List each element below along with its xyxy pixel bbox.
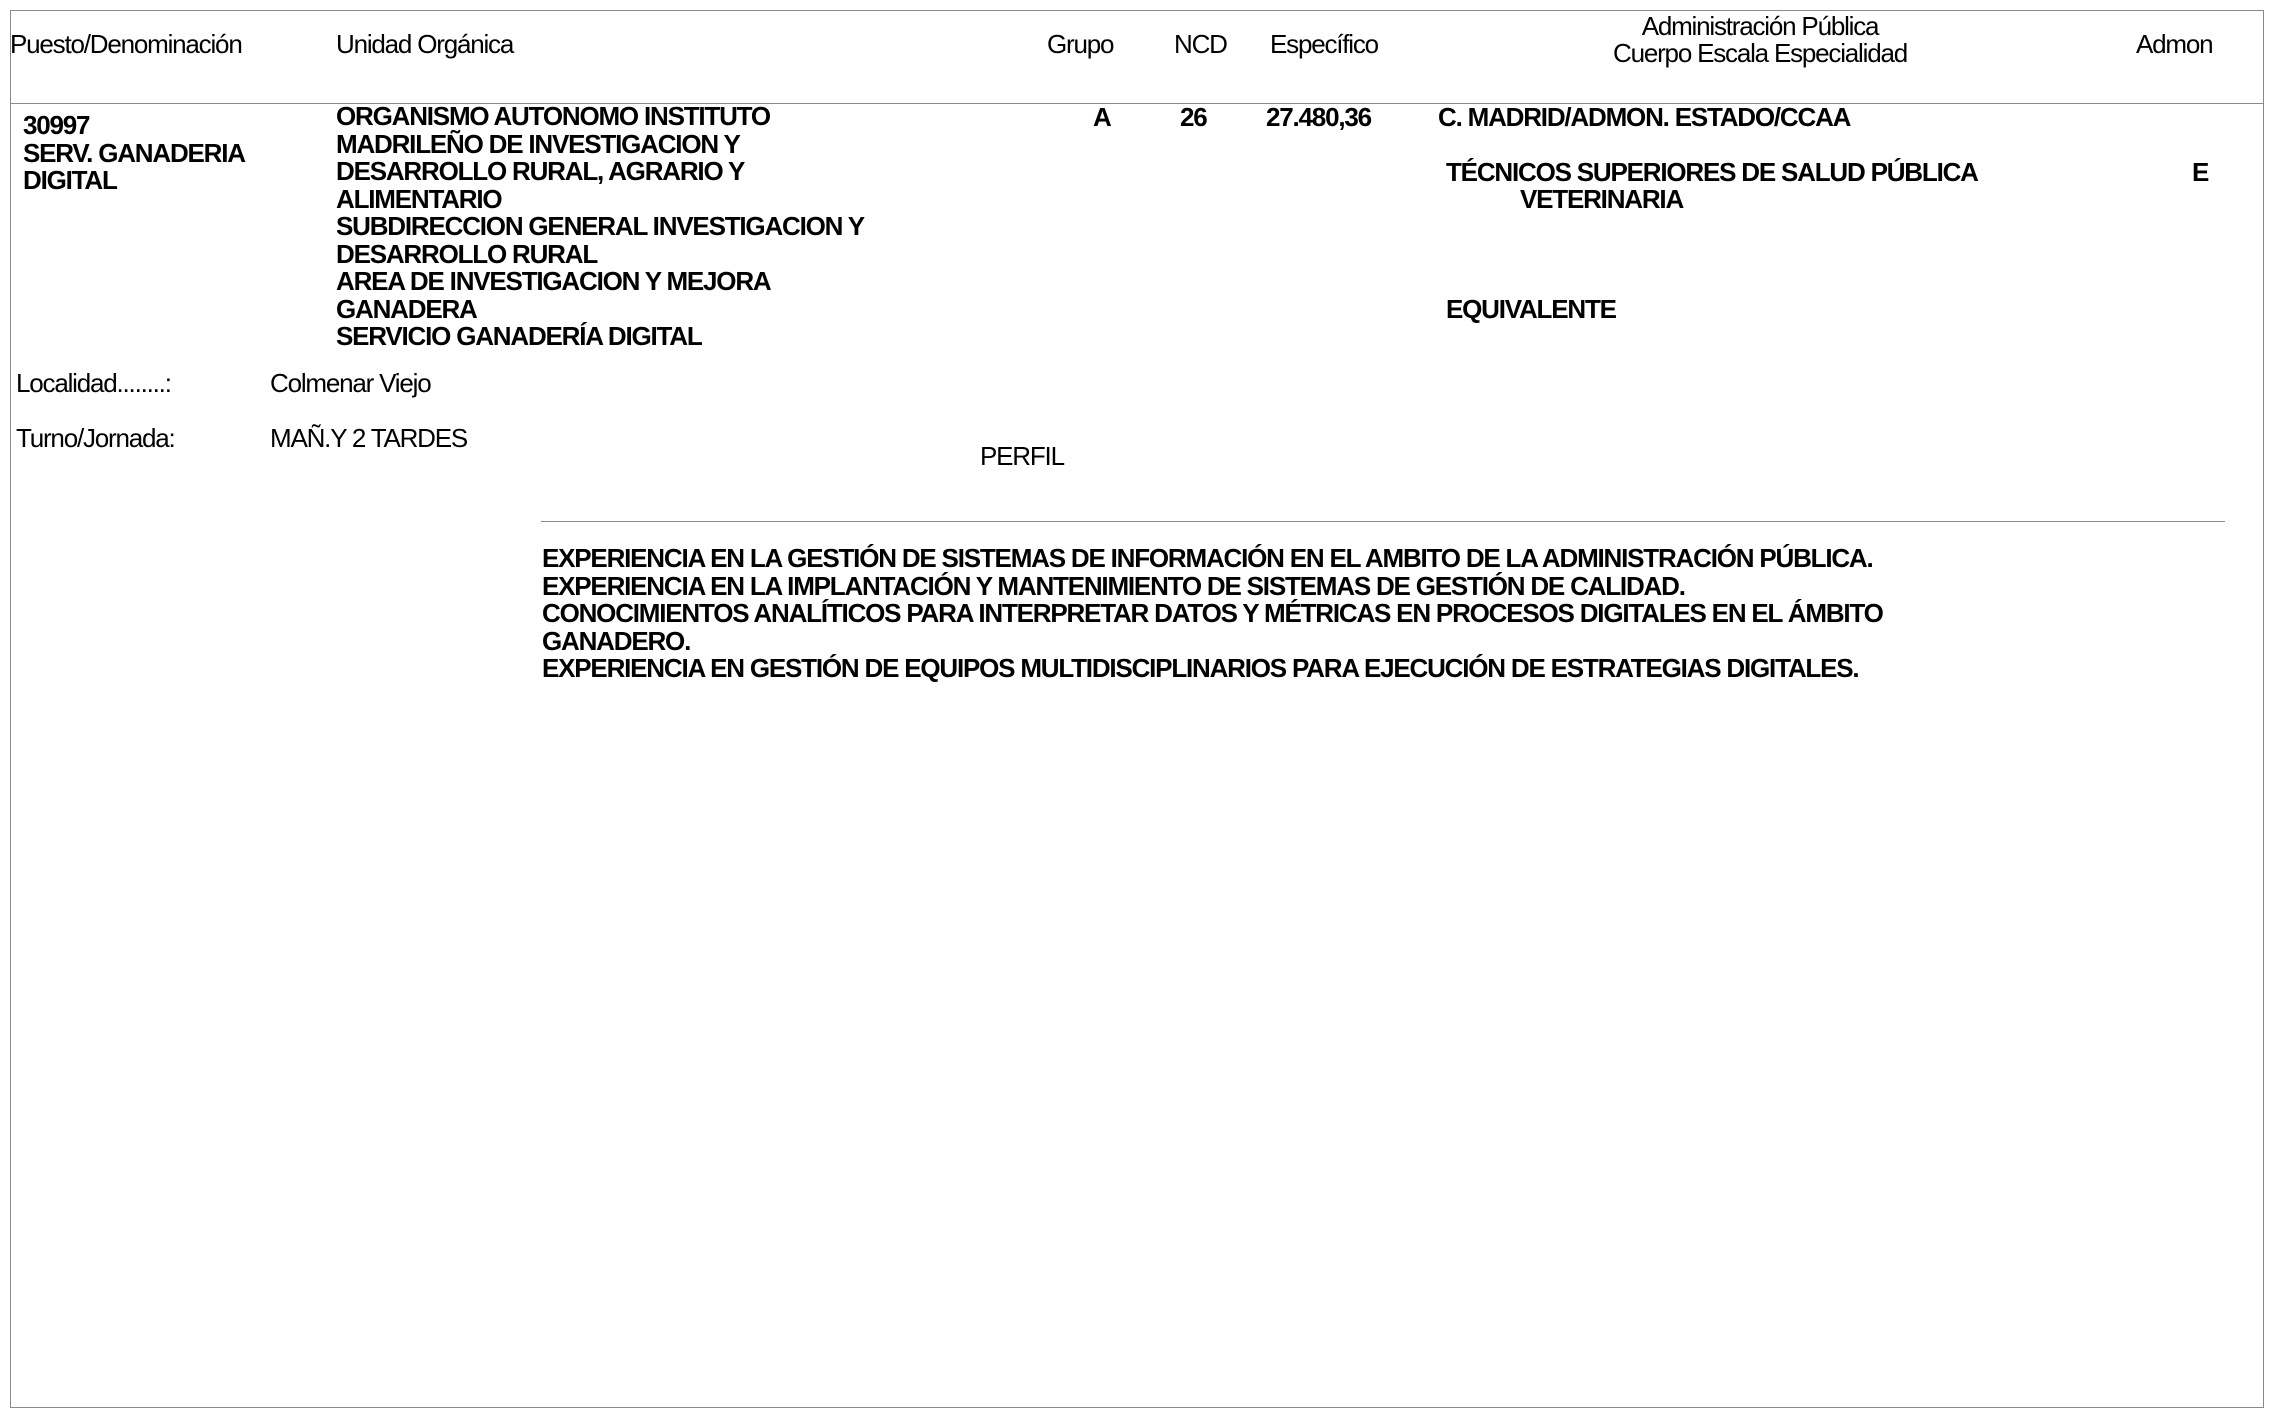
unidad-line: DESARROLLO RURAL: [336, 238, 598, 269]
perfil-line: EXPERIENCIA EN LA IMPLANTACIÓN Y MANTENIMIENTO DE SISTEMAS DE GESTIÓN DE CALIDAD.: [542, 570, 1685, 601]
header-puesto: Puesto/Denominación: [10, 29, 242, 59]
header-administracion: Administración Pública: [1641, 11, 1879, 41]
localidad-label: Localidad........:: [16, 368, 171, 398]
unidad-organica-block: [336, 103, 864, 351]
especifico-value: 27.480,36: [1266, 102, 1371, 132]
grupo-value: A: [1093, 102, 1111, 132]
administracion-value: C. MADRID/ADMON. ESTADO/CCAA: [1438, 102, 1851, 132]
equivalente-value: EQUIVALENTE: [1446, 294, 1616, 324]
unidad-line: SUBDIRECCION GENERAL INVESTIGACION Y: [336, 211, 864, 241]
header-admon: Admon: [2136, 29, 2213, 59]
turno-value: MAÑ.Y 2 TARDES: [270, 423, 468, 453]
header-grupo: Grupo: [1047, 29, 1114, 59]
unidad-line: GANADERA: [336, 293, 477, 324]
unidad-line: MADRILEÑO DE INVESTIGACION Y: [336, 128, 740, 159]
unidad-line: ALIMENTARIO: [336, 183, 502, 214]
puesto-code: 30997: [23, 110, 90, 140]
unidad-line: SERVICIO GANADERÍA DIGITAL: [336, 321, 702, 351]
ncd-value: 26: [1180, 102, 1207, 132]
perfil-line: EXPERIENCIA EN LA GESTIÓN DE SISTEMAS DE INFORMACIÓN EN EL AMBITO DE LA ADMINISTRACIÓN PÚBLICA.: [542, 543, 1873, 573]
perfil-block: [542, 545, 1883, 683]
perfil-divider: [541, 521, 2225, 522]
header-especifico: Específico: [1270, 29, 1378, 59]
header-cuerpo-escala: Cuerpo Escala Especialidad: [1613, 38, 1907, 68]
cuerpo-value: TÉCNICOS SUPERIORES DE SALUD PÚBLICA: [1446, 157, 1978, 187]
header-unidad: Unidad Orgánica: [336, 29, 514, 59]
perfil-line: GANADERO.: [542, 625, 691, 656]
turno-label: Turno/Jornada:: [16, 423, 175, 453]
puesto-denominacion-line-1: SERV. GANADERIA: [23, 137, 245, 168]
puesto-block: [23, 112, 245, 195]
perfil-label: PERFIL: [980, 441, 1064, 471]
puesto-denominacion-line-2: DIGITAL: [23, 165, 117, 195]
unidad-line: ORGANISMO AUTONOMO INSTITUTO: [336, 101, 770, 131]
header-ncd: NCD: [1174, 29, 1227, 59]
unidad-line: DESARROLLO RURAL, AGRARIO Y: [336, 156, 745, 186]
perfil-line: CONOCIMIENTOS ANALÍTICOS PARA INTERPRETAR DATOS Y MÉTRICAS EN PROCESOS DIGITALES EN EL ÁMBITO: [542, 598, 1883, 628]
admon-value: E: [2192, 157, 2209, 187]
unidad-line: AREA DE INVESTIGACION Y MEJORA: [336, 266, 771, 296]
localidad-value: Colmenar Viejo: [270, 368, 431, 398]
especialidad-value: VETERINARIA: [1520, 184, 1684, 214]
perfil-line: EXPERIENCIA EN GESTIÓN DE EQUIPOS MULTIDISCIPLINARIOS PARA EJECUCIÓN DE ESTRATEGIAS DIGITALES.: [542, 653, 1859, 683]
